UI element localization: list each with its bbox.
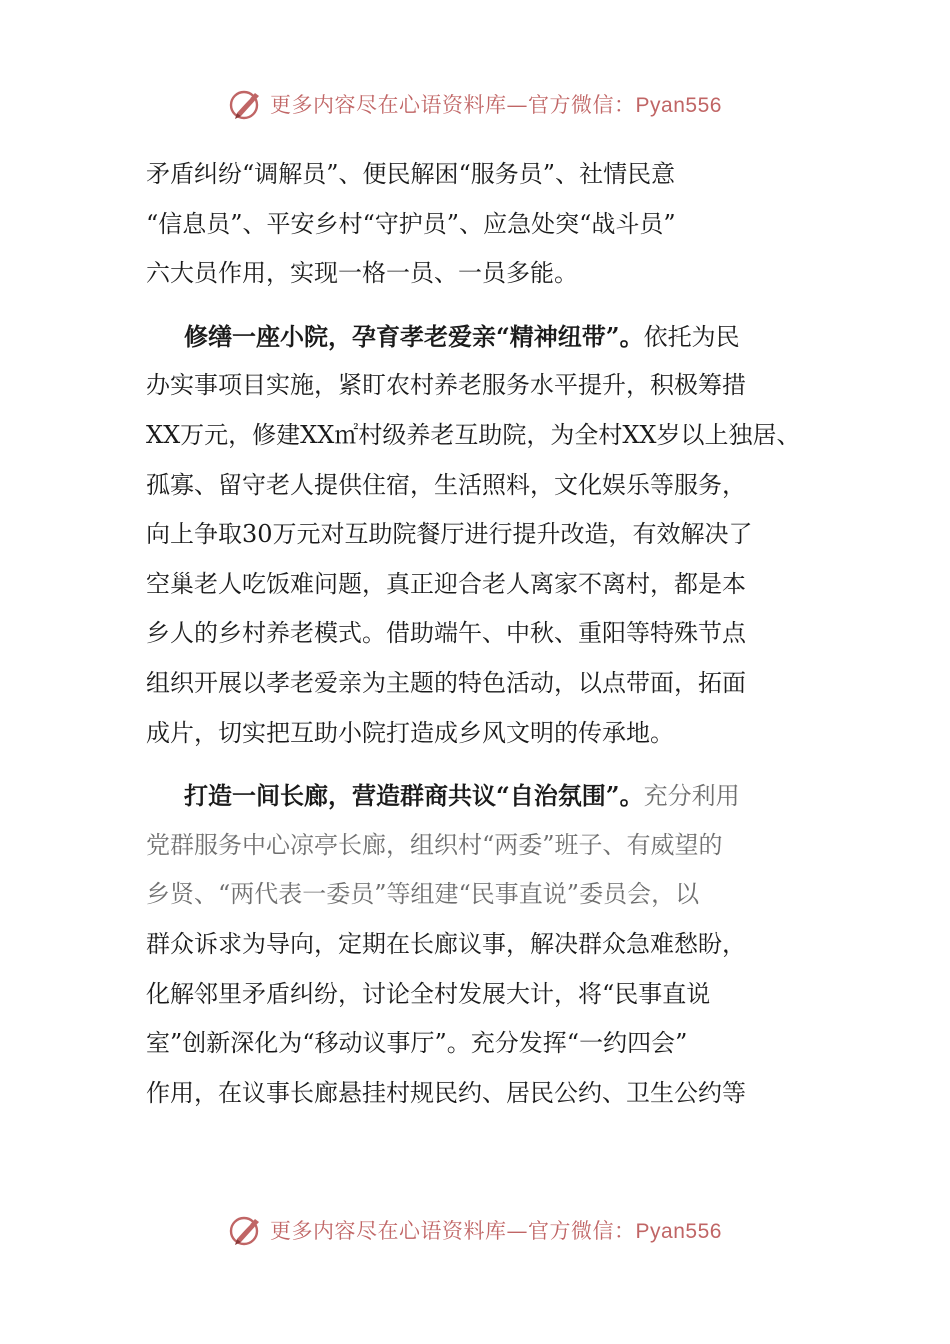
text-line: 化解邻里矛盾纠纷，讨论全村发展大计，将“民事直说 — [146, 979, 711, 1008]
header-banner-text: 更多内容尽在心语资料库—官方微信：Pyan556 — [270, 93, 722, 117]
paragraph-2 — [146, 312, 806, 758]
pen-circle-icon — [228, 86, 264, 122]
text-line: 室”创新深化为“移动议事厅”。充分发挥“一约四会” — [146, 1029, 688, 1058]
document-body — [146, 150, 806, 1118]
text-line: 六大员作用，实现一格一员、一员多能。 — [146, 259, 578, 288]
text-line — [146, 312, 806, 362]
text-line: 组织开展以孝老爱亲为主题的特色活动，以点带面，拓面 — [146, 668, 746, 697]
text-line: 群众诉求为导向，定期在长廊议事，解决群众急难愁盼， — [146, 929, 746, 958]
text-line: 乡人的乡村养老模式。借助端午、中秋、重阳等特殊节点 — [146, 619, 746, 648]
text-line: “信息员”、平安乡村“守护员”、应急处突“战斗员” — [146, 209, 676, 238]
wechat-handle: Pyan556 — [635, 94, 722, 117]
text-span: 依托为民 — [643, 322, 740, 351]
pen-circle-icon — [228, 1212, 264, 1248]
paragraph-3 — [146, 771, 806, 1118]
text-span: 充分利用 — [643, 782, 740, 811]
header-banner — [0, 84, 950, 124]
text-line: 孤寡、留守老人提供住宿，生活照料，文化娱乐等服务， — [146, 470, 746, 499]
text-line: 办实事项目实施，紧盯农村养老服务水平提升，积极筹措 — [146, 371, 746, 400]
text-line: 成片，切实把互助小院打造成乡风文明的传承地。 — [146, 718, 674, 747]
paragraph-heading: 打造一间长廊，营造群商共议“自治氛围”。 — [184, 781, 644, 811]
text-line: XX万元，修建XX㎡村级养老互助院，为全村XX岁以上独居、 — [146, 420, 801, 449]
text-line: 向上争取30万元对互助院餐厅进行提升改造，有效解决了 — [146, 520, 753, 549]
text-line: 乡贤、“两代表一委员”等组建“民事直说”委员会，以 — [146, 880, 700, 909]
text-line — [146, 771, 806, 821]
paragraph-1 — [146, 150, 806, 299]
text-line: 矛盾纠纷“调解员”、便民解困“服务员”、社情民意 — [146, 160, 676, 188]
wechat-handle: Pyan556 — [635, 1220, 722, 1243]
text-line: 作用，在议事长廊悬挂村规民约、居民公约、卫生公约等 — [146, 1078, 746, 1107]
text-line: 党群服务中心凉亭长廊，组织村“两委”班子、有威望的 — [146, 830, 723, 859]
footer-banner-text: 更多内容尽在心语资料库—官方微信：Pyan556 — [270, 1219, 722, 1243]
text-line: 空巢老人吃饭难问题，真正迎合老人离家不离村，都是本 — [146, 569, 746, 598]
footer-banner — [0, 1210, 950, 1250]
paragraph-heading: 修缮一座小院，孕育孝老爱亲“精神纽带”。 — [184, 321, 644, 351]
